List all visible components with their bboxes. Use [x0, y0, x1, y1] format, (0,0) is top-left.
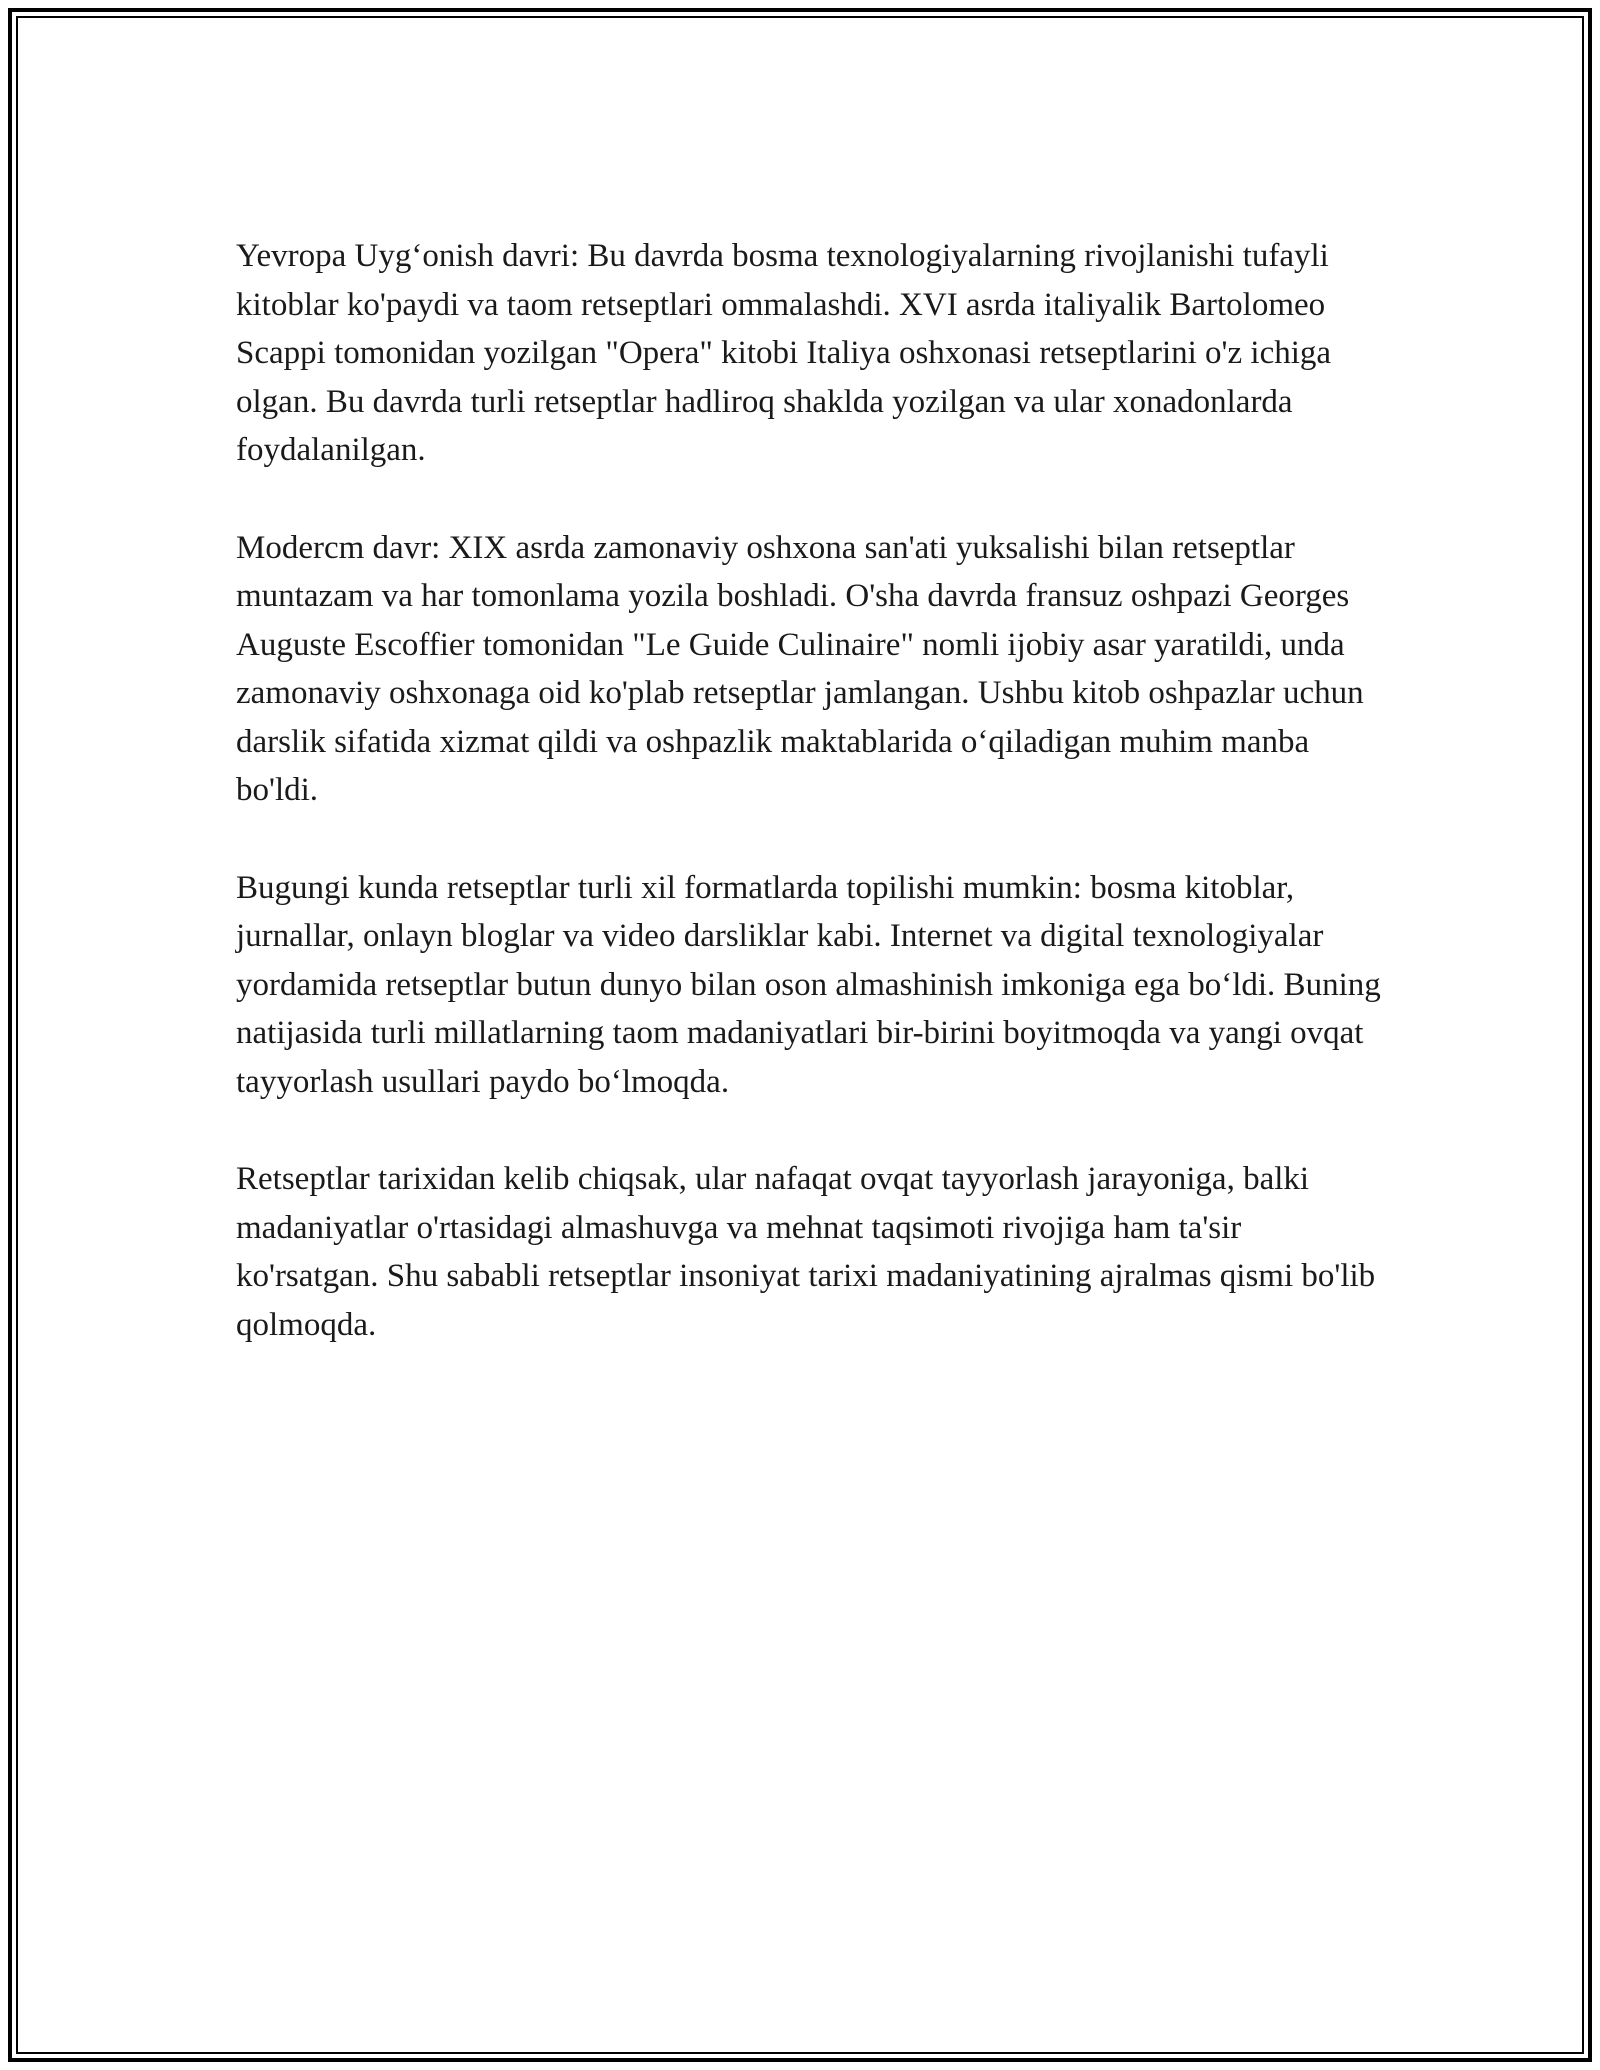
document-body	[236, 232, 1386, 1349]
paragraph-conclusion: Retseptlar tarixidan kelib chiqsak, ular nafaqat ovqat tayyorlash jarayoniga, balki madaniyatlar o'rtasidagi almashuvga va mehnat taqsimoti rivojiga ham ta'sir ko'rsatgan. Shu sababli retseptlar insoniyat tarixi madaniyatining ajralmas qismi bo'lib qolmoqda.	[236, 1161, 1376, 1343]
paragraph-today: Bugungi kunda retseptlar turli xil formatlarda topilishi mumkin: bosma kitoblar, jurnallar, onlayn bloglar va video darsliklar kabi. Internet va digital texnologiyalar yordamida retseptlar butun dunyo bilan oson almashinish imkoniga ega bo‘ldi. Buning natijasida turli millatlarning taom madaniyatlari bir-birini boyitmoqda va yangi ovqat tayyorlash usullari paydo bo‘lmoqda.	[236, 869, 1381, 1100]
paragraph-modern-era: Modercm davr: XIX asrda zamonaviy oshxona san'ati yuksalishi bilan retseptlar muntazam va har tomonlama yozila boshladi. O'sha davrda fransuz oshpazi Georges Auguste Escoffier tomonidan "Le Guide Culinaire" nomli ijobiy asar yaratildi, unda zamonaviy oshxonaga oid ko'plab retseptlar jamlangan. Ushbu kitob oshpazlar uchun darslik sifatida xizmat qildi va oshpazlik maktablarida o‘qiladigan muhim manba bo'ldi.	[236, 529, 1364, 808]
paragraph-renaissance: Yevropa Uyg‘onish davri: Bu davrda bosma texnologiyalarning rivojlanishi tufayli kitoblar ko'paydi va taom retseptlari ommalashdi. XVI asrda italiyalik Bartolomeo Scappi tomonidan yozilgan "Opera" kitobi Italiya oshxonasi retseptlarini o'z ichiga olgan. Bu davrda turli retseptlar hadliroq shaklda yozilgan va ular xonadonlarda foydalanilgan.	[236, 238, 1332, 468]
